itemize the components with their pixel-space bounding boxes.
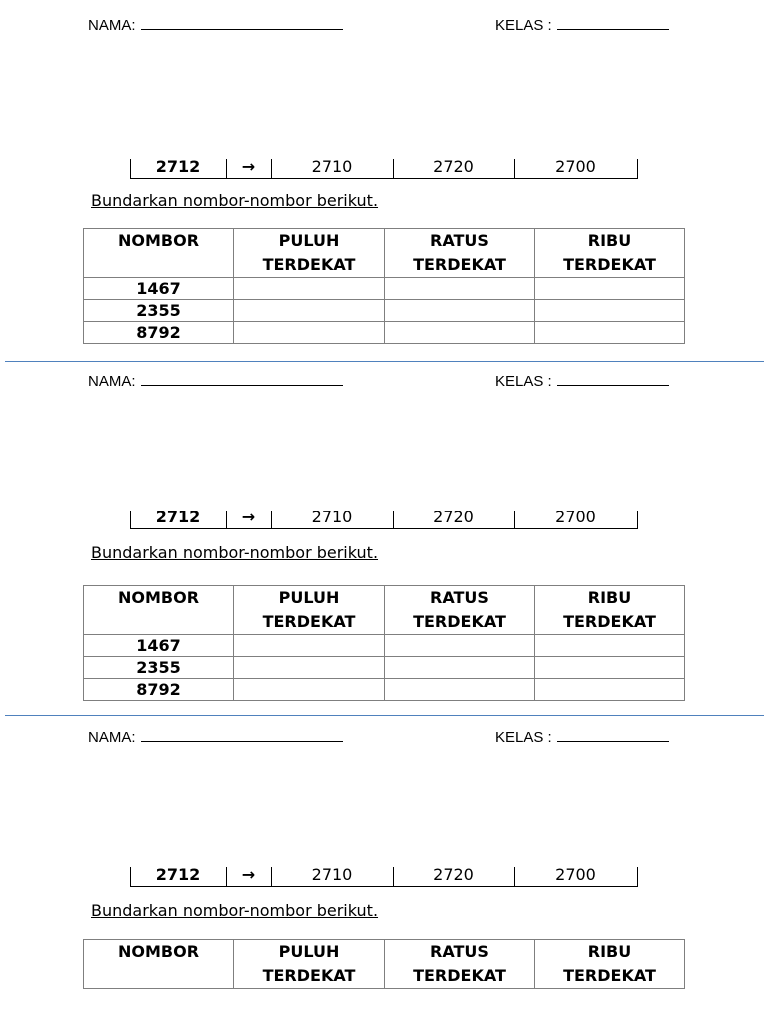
arrow-icon: →: [241, 157, 256, 176]
table-row: [84, 635, 685, 657]
header-ribu-line1: RIBU: [587, 588, 632, 607]
nama-field: [88, 17, 343, 34]
example-number: 2712: [155, 157, 201, 176]
header-ribu-line2: TERDEKAT: [563, 966, 656, 985]
nama-label: NAMA:: [88, 729, 136, 746]
instruction: Bundarkan nombor-nombor berikut.: [91, 191, 379, 210]
header-nombor: [84, 586, 234, 635]
strip-content: [130, 511, 638, 528]
header-nombor-label: NOMBOR: [117, 588, 200, 607]
rounding-table: [83, 585, 685, 701]
header-ribu-line2: TERDEKAT: [563, 612, 656, 631]
header-ratus: [385, 229, 535, 278]
strip-separator: [637, 867, 638, 886]
header-ratus: [385, 940, 535, 989]
answer-cell-ratus[interactable]: [385, 278, 535, 300]
nama-blank-line[interactable]: [141, 729, 343, 742]
nama-label: NAMA:: [88, 17, 136, 34]
header-ratus-line1: RATUS: [430, 942, 489, 961]
table-row: [84, 679, 685, 701]
header-nombor: [84, 940, 234, 989]
answer-cell-ratus[interactable]: [385, 657, 535, 679]
example-answer-ratus: 2720: [433, 865, 474, 884]
kelas-blank-line[interactable]: [557, 729, 669, 742]
answer-cell-puluh[interactable]: [234, 300, 385, 322]
example-answer-ribu: 2700: [555, 511, 596, 526]
row-number: 8792: [84, 679, 234, 701]
row-number: 2355: [84, 657, 234, 679]
header-puluh-line2: TERDEKAT: [262, 612, 356, 631]
answer-cell-ratus[interactable]: [385, 635, 535, 657]
header-puluh-line1: PULUH: [278, 942, 340, 961]
header-ribu-line2: TERDEKAT: [563, 255, 656, 274]
example-answer-ribu: 2700: [555, 865, 596, 884]
instruction: Bundarkan nombor-nombor berikut.: [91, 901, 379, 920]
answer-cell-puluh[interactable]: [234, 679, 385, 701]
table-row: [84, 300, 685, 322]
example-answer-ratus: 2720: [433, 157, 474, 176]
answer-cell-puluh[interactable]: [234, 278, 385, 300]
header-puluh-line2: TERDEKAT: [262, 966, 356, 985]
row-number: 8792: [84, 322, 234, 344]
nama-field: [88, 373, 343, 390]
kelas-blank-line[interactable]: [557, 373, 669, 386]
table-header-row: [84, 586, 685, 635]
example-strip: [130, 156, 638, 179]
header-puluh-line1: PULUH: [278, 231, 340, 250]
example-strip: [130, 864, 638, 887]
header-ribu-line1: RIBU: [587, 942, 632, 961]
header-ratus-line2: TERDEKAT: [413, 966, 506, 985]
arrow-icon: →: [241, 865, 256, 884]
kelas-field: [495, 373, 669, 390]
nama-blank-line[interactable]: [141, 17, 343, 30]
answer-cell-puluh[interactable]: [234, 322, 385, 344]
strip-separator: [637, 159, 638, 178]
example-answer-puluh: 2710: [311, 511, 353, 526]
instruction: Bundarkan nombor-nombor berikut.: [91, 543, 379, 562]
table-header-row: [84, 940, 685, 989]
kelas-field: [495, 729, 669, 746]
header-ratus-line2: TERDEKAT: [413, 255, 506, 274]
row-number: 1467: [84, 278, 234, 300]
nama-label: NAMA:: [88, 373, 136, 390]
header-puluh: [234, 940, 385, 989]
answer-cell-ribu[interactable]: [535, 278, 685, 300]
example-answer-ribu: 2700: [555, 157, 596, 176]
rounding-table: [83, 228, 685, 344]
header-ribu: [535, 940, 685, 989]
row-number: 1467: [84, 635, 234, 657]
header-puluh: [234, 229, 385, 278]
header-puluh-line2: TERDEKAT: [262, 255, 356, 274]
header-nombor: [84, 229, 234, 278]
answer-cell-ribu[interactable]: [535, 657, 685, 679]
kelas-blank-line[interactable]: [557, 17, 669, 30]
answer-cell-puluh[interactable]: [234, 635, 385, 657]
example-number: 2712: [155, 865, 201, 884]
example-answer-ratus: 2720: [433, 511, 474, 526]
answer-cell-ribu[interactable]: [535, 679, 685, 701]
kelas-field: [495, 17, 669, 34]
table-row: [84, 278, 685, 300]
table-row: [84, 657, 685, 679]
answer-cell-ratus[interactable]: [385, 300, 535, 322]
arrow-icon: →: [241, 511, 256, 526]
header-ratus-line2: TERDEKAT: [413, 612, 506, 631]
answer-cell-ribu[interactable]: [535, 300, 685, 322]
example-answer-puluh: 2710: [311, 157, 353, 176]
header-ratus-line1: RATUS: [430, 588, 489, 607]
nama-blank-line[interactable]: [141, 373, 343, 386]
answer-cell-ribu[interactable]: [535, 635, 685, 657]
cut-divider: [5, 361, 764, 362]
table-header-row: [84, 229, 685, 278]
header-nombor-label: NOMBOR: [117, 231, 200, 250]
header-ribu-line1: RIBU: [587, 231, 632, 250]
header-ribu: [535, 586, 685, 635]
header-ratus: [385, 586, 535, 635]
answer-cell-ratus[interactable]: [385, 322, 535, 344]
header-ratus-line1: RATUS: [430, 231, 489, 250]
header-puluh: [234, 586, 385, 635]
rounding-table: [83, 939, 685, 989]
kelas-label: KELAS :: [495, 17, 552, 34]
table-row: [84, 322, 685, 344]
example-number: 2712: [155, 511, 201, 526]
strip-separator: [637, 511, 638, 528]
header-nombor-label: NOMBOR: [117, 942, 200, 961]
kelas-label: KELAS :: [495, 373, 552, 390]
header-puluh-line1: PULUH: [278, 588, 340, 607]
answer-cell-ribu[interactable]: [535, 322, 685, 344]
answer-cell-puluh[interactable]: [234, 657, 385, 679]
example-strip: [130, 511, 638, 529]
example-answer-puluh: 2710: [311, 865, 353, 884]
row-number: 2355: [84, 300, 234, 322]
header-ribu: [535, 229, 685, 278]
answer-cell-ratus[interactable]: [385, 679, 535, 701]
cut-divider: [5, 715, 764, 716]
kelas-label: KELAS :: [495, 729, 552, 746]
nama-field: [88, 729, 343, 746]
